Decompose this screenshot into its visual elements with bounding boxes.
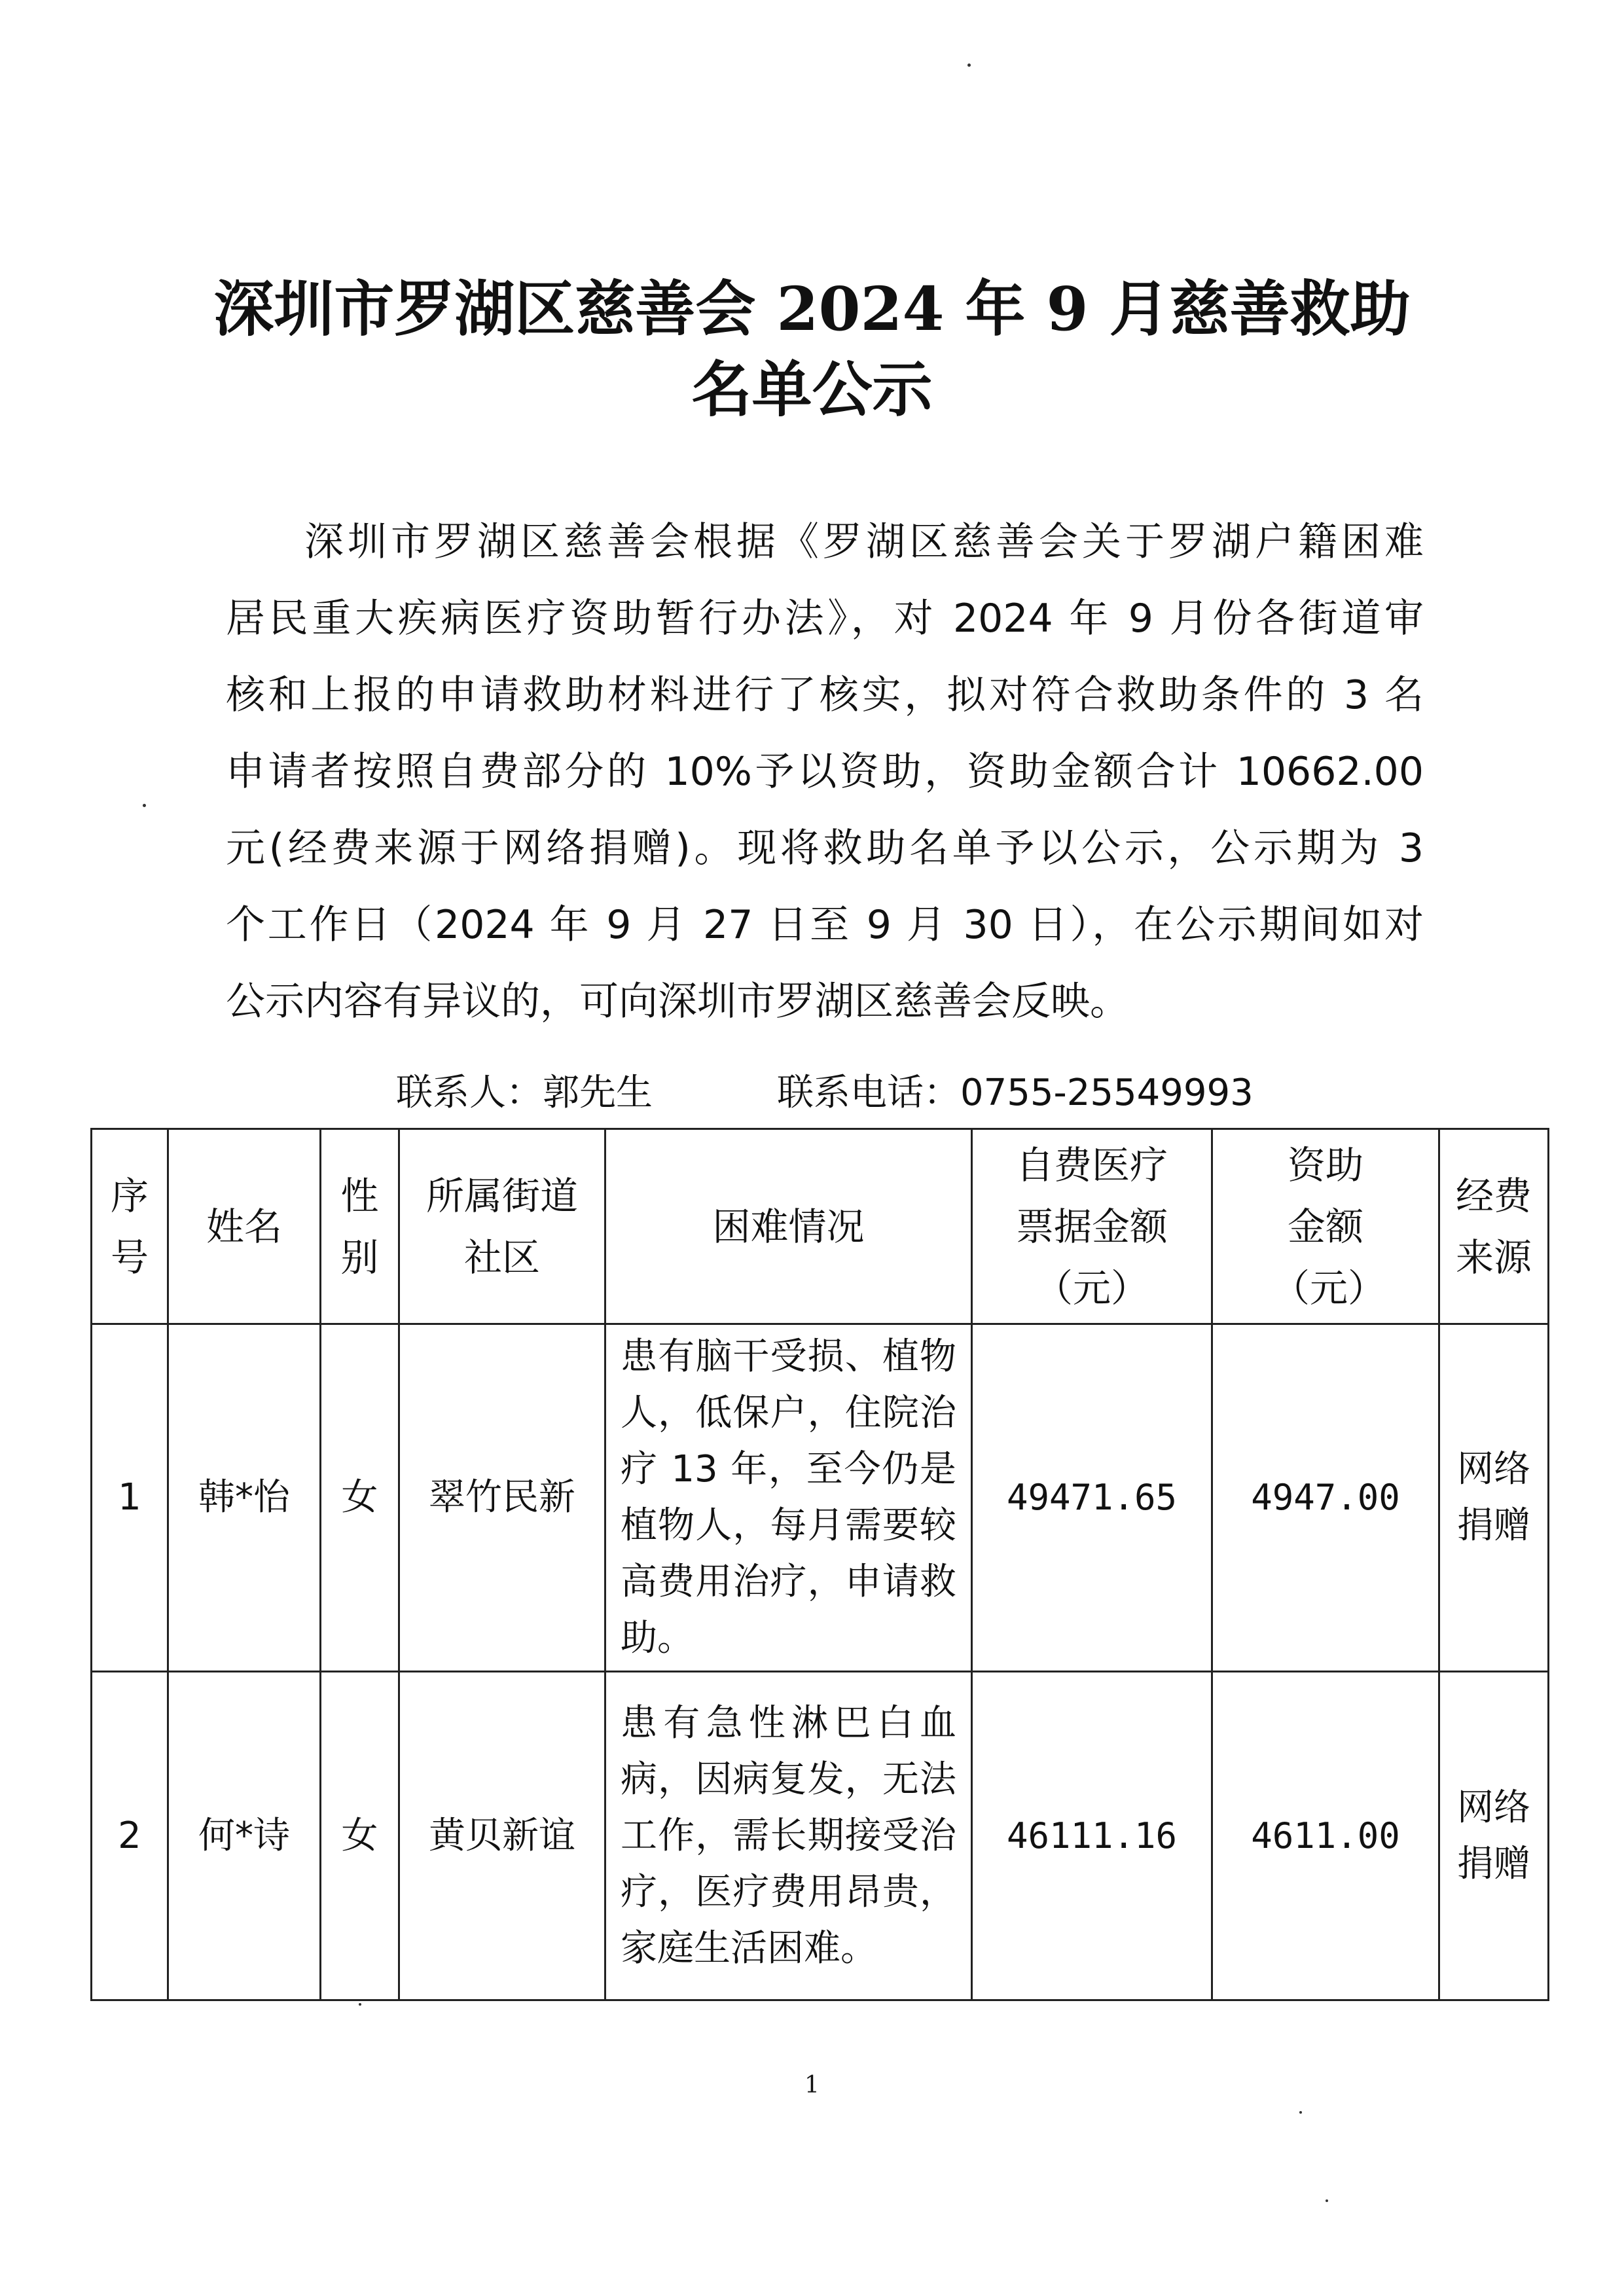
scan-speck (359, 2003, 361, 2006)
header-fund-source: 经费来源 (1439, 1129, 1549, 1324)
document-title-line-1: 深圳市罗湖区慈善会 2024 年 9 月慈善救助 (213, 274, 1411, 344)
header-serial-no: 序号 (92, 1129, 168, 1324)
header-aid-amount: 资助金额（元） (1212, 1129, 1439, 1324)
cell-hardship: 患有急性淋巴白血病，因病复发，无法工作，需长期接受治疗，医疗费用昂贵，家庭生活困难。 (605, 1672, 972, 2000)
header-hardship: 困难情况 (605, 1129, 972, 1324)
cell-bill-amount: 49471.65 (972, 1324, 1212, 1672)
scan-speck (967, 63, 971, 67)
cell-name: 韩*怡 (168, 1324, 321, 1672)
page-number: 1 (804, 2072, 820, 2099)
body-paragraph-line: 深圳市罗湖区慈善会根据《罗湖区慈善会关于罗湖户籍困难 (304, 519, 1424, 565)
body-paragraph-line: 公示内容有异议的，可向深圳市罗湖区慈善会反映。 (226, 979, 1129, 1024)
cell-aid-amount: 4611.00 (1212, 1672, 1439, 2000)
cell-hardship: 患有脑干受损、植物人，低保户，住院治疗 13 年，至今仍是植物人，每月需要较高费用治疗，申请救助。 (605, 1324, 972, 1672)
table-row (92, 1324, 1549, 1672)
cell-gender: 女 (321, 1324, 399, 1672)
body-paragraph-line: 元(经费来源于网络捐赠)。现将救助名单予以公示，公示期为 3 (226, 825, 1424, 871)
scan-speck (1299, 2111, 1302, 2114)
contact-line (396, 1060, 1378, 1126)
header-name: 姓名 (168, 1129, 321, 1324)
cell-fund-source: 网络捐赠 (1439, 1324, 1549, 1672)
header-bill-amount: 自费医疗票据金额（元） (972, 1129, 1212, 1324)
header-community: 所属街道社区 (399, 1129, 605, 1324)
relief-list-table (90, 1128, 1549, 2001)
cell-community: 黄贝新谊 (399, 1672, 605, 2000)
contact-phone: 联系电话：0755-25549993 (777, 1072, 1254, 1114)
header-gender: 性别 (321, 1129, 399, 1324)
cell-community: 翠竹民新 (399, 1324, 605, 1672)
scan-speck (1326, 2199, 1328, 2202)
table-header-row (92, 1129, 1549, 1324)
cell-serial-no: 1 (92, 1324, 168, 1672)
cell-gender: 女 (321, 1672, 399, 2000)
body-paragraph-line: 居民重大疾病医疗资助暂行办法》，对 2024 年 9 月份各街道审 (226, 596, 1424, 642)
cell-bill-amount: 46111.16 (972, 1672, 1212, 2000)
cell-serial-no: 2 (92, 1672, 168, 2000)
cell-name: 何*诗 (168, 1672, 321, 2000)
cell-aid-amount: 4947.00 (1212, 1324, 1439, 1672)
table-row (92, 1672, 1549, 2000)
cell-fund-source: 网络捐赠 (1439, 1672, 1549, 2000)
scan-speck (143, 804, 146, 807)
contact-person: 联系人：郭先生 (396, 1072, 653, 1114)
body-paragraph-line: 申请者按照自费部分的 10%予以资助，资助金额合计 10662.00 (226, 749, 1424, 795)
body-paragraph-line: 个工作日（2024 年 9 月 27 日至 9 月 30 日），在公示期间如对 (226, 902, 1424, 948)
body-paragraph-line: 核和上报的申请救助材料进行了核实，拟对符合救助条件的 3 名 (226, 672, 1424, 718)
document-title-line-2: 名单公示 (691, 354, 933, 425)
